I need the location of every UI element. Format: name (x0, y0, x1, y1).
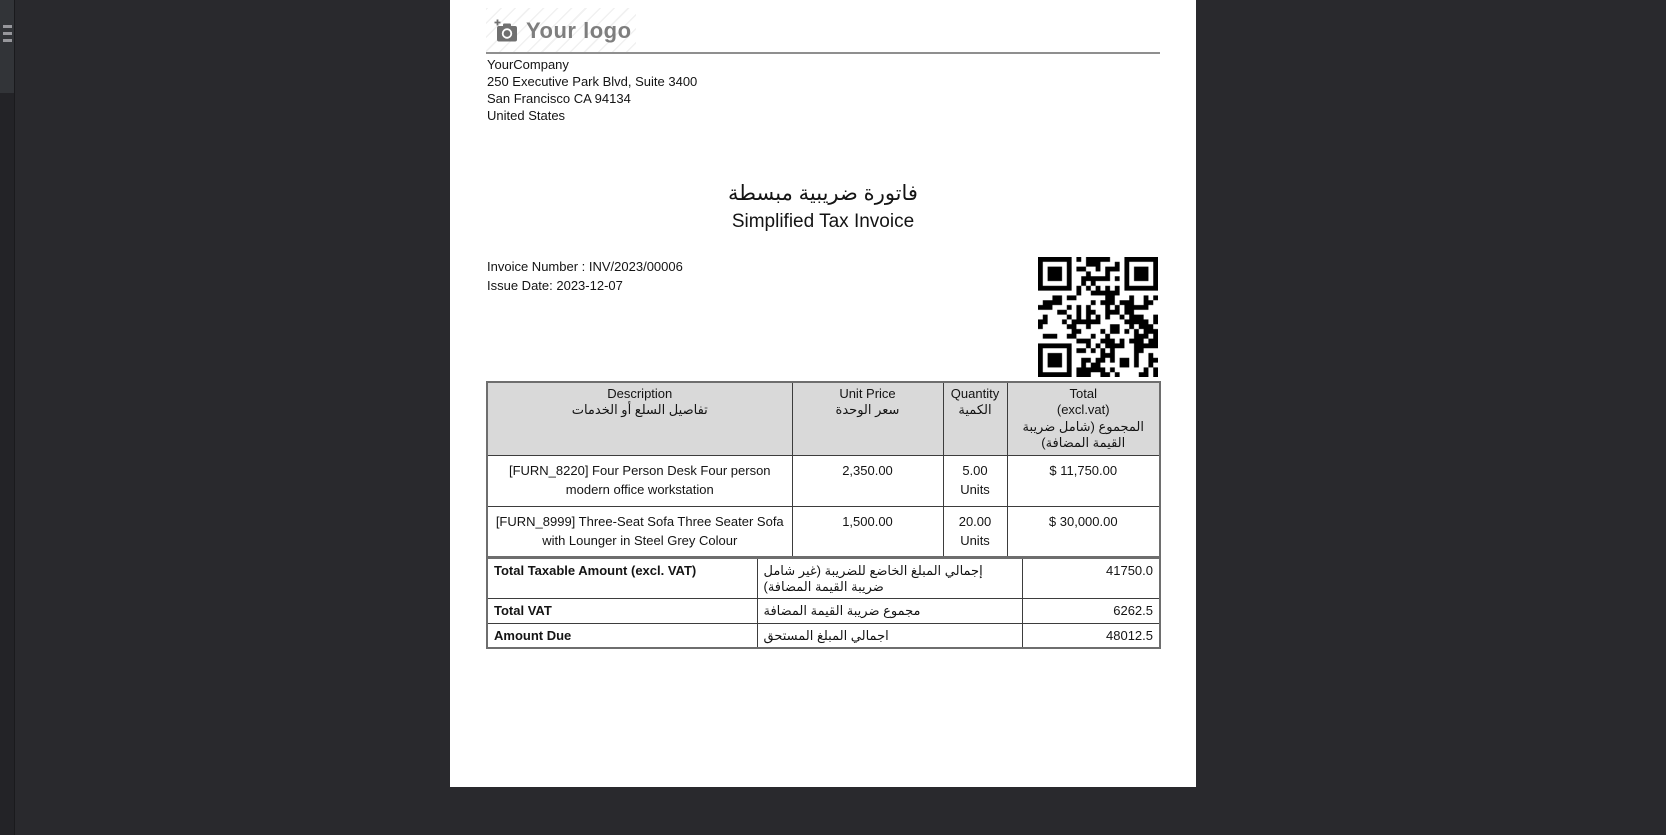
item-unit-price: 1,500.00 (792, 506, 943, 557)
item-quantity: 20.00 Units (943, 506, 1007, 557)
company-name: YourCompany (487, 57, 569, 72)
company-address-line: San Francisco CA 94134 (487, 91, 631, 106)
issue-date: Issue Date: 2023-12-07 (487, 278, 623, 293)
invoice-meta-block (487, 257, 683, 295)
company-logo (486, 8, 636, 53)
col-header-total: Total (excl.vat) المجموع (شامل ضريبة القيمة المضافة) (1007, 382, 1160, 456)
menu-icon (3, 25, 12, 42)
camera-icon (494, 19, 518, 42)
line-items-table (486, 381, 1161, 558)
item-unit-price: 2,350.00 (792, 456, 943, 507)
qr-code (1038, 257, 1158, 377)
total-value: 41750.0 (1022, 558, 1160, 599)
total-taxable-row (487, 558, 1160, 599)
item-quantity: 5.00 Units (943, 456, 1007, 507)
sidebar-toggle-button[interactable] (0, 0, 15, 93)
total-value: 48012.5 (1022, 623, 1160, 648)
total-label-ar: إجمالي المبلغ الخاضع للضريبة (غير شامل ضريبة القيمة المضافة) (757, 558, 1022, 599)
total-label-en: Total Taxable Amount (excl. VAT) (487, 558, 757, 599)
viewer-sidebar-rail (0, 0, 15, 835)
total-vat-row (487, 599, 1160, 624)
total-label-ar: مجموع ضريبة القيمة المضافة (757, 599, 1022, 624)
item-total: $ 11,750.00 (1007, 456, 1160, 507)
col-header-description: Description تفاصيل السلع أو الخدمات (487, 382, 792, 456)
total-label-en: Amount Due (487, 623, 757, 648)
totals-table (486, 557, 1161, 649)
col-header-unit-price: Unit Price سعر الوحدة (792, 382, 943, 456)
table-row (487, 506, 1160, 557)
total-label-ar: اجمالي المبلغ المستحق (757, 623, 1022, 648)
company-address-block (487, 56, 697, 124)
item-description: [FURN_8999] Three-Seat Sofa Three Seater Sofa with Lounger in Steel Grey Colour (487, 506, 792, 557)
table-row (487, 456, 1160, 507)
invoice-page (450, 0, 1196, 787)
invoice-title-english: Simplified Tax Invoice (731, 211, 915, 232)
invoice-number: Invoice Number : INV/2023/00006 (487, 259, 683, 274)
header-divider (486, 52, 1160, 54)
col-header-quantity: Quantity الكمية (943, 382, 1007, 456)
company-address-line: United States (487, 108, 566, 123)
total-label-en: Total VAT (487, 599, 757, 624)
company-address-line: 250 Executive Park Blvd, Suite 3400 (487, 74, 698, 89)
item-description: [FURN_8220] Four Person Desk Four person modern office workstation (487, 456, 792, 507)
item-total: $ 30,000.00 (1007, 506, 1160, 557)
logo-placeholder-text: Your logo (526, 17, 632, 43)
amount-due-row (487, 623, 1160, 648)
items-header-row (487, 382, 1160, 456)
invoice-title-arabic: فاتورة ضريبية مبسطة (728, 182, 918, 205)
total-value: 6262.5 (1022, 599, 1160, 624)
